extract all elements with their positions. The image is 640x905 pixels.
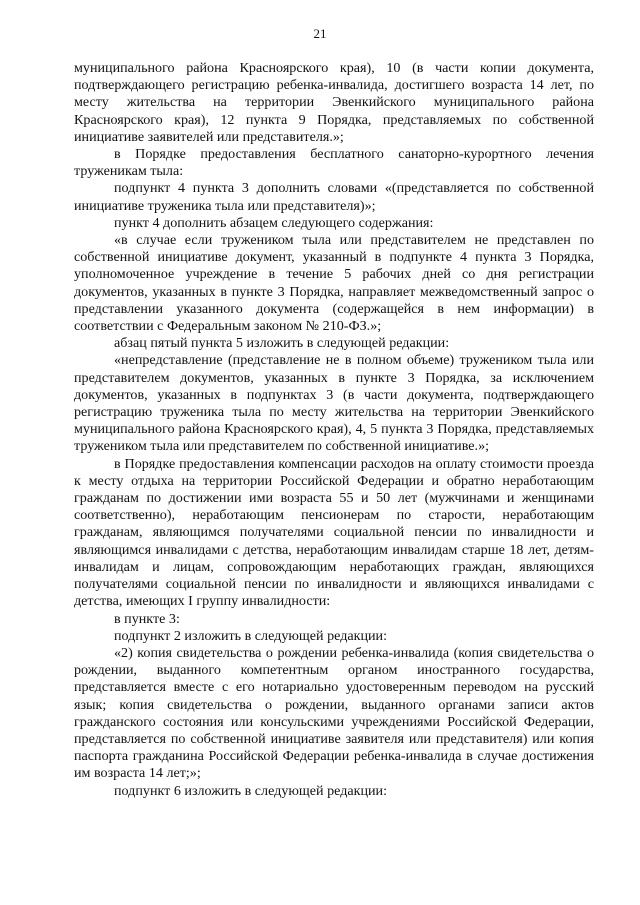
paragraph: муниципального района Красноярского края), 10 (в части копии документа, подтверждающего регистрацию ребенка-инвалида, достигшего возраста 14 лет, по месту жительства на территории Эвенкийского муниципального района Красноярского края), 12 пункта 9 Порядка, представляемых по собственной инициативе заявителей или представителя.»;	[74, 60, 594, 145]
page-number: 21	[313, 26, 327, 41]
paragraph: в Порядке предоставления компенсации расходов на оплату стоимости проезда к месту отдыха на территории Российской Федерации и обратно неработающим гражданам по достижении ими возраста 55 и 50 лет (мужчинами и женщинами соответственно), неработающим пенсионерам по старости, неработающим гражданам, являющимся получателями социальной пенсии по инвалидности и являющимся инвалидами с детства, неработающим инвалидам старше 18 лет, детям-инвалидам и лицам, сопровождающим неработающих граждан, являющихся получателями социальной пенсии по инвалидности и являющихся инвалидами с детства, имеющих I группу инвалидности:	[74, 455, 594, 610]
paragraph: подпункт 2 изложить в следующей редакции:	[114, 627, 388, 644]
paragraph: абзац пятый пункта 5 изложить в следующей редакции:	[114, 335, 450, 352]
document-body	[74, 60, 594, 800]
paragraph: в пункте 3:	[114, 610, 180, 627]
paragraph: «2) копия свидетельства о рождении ребенка-инвалида (копия свидетельства о рождении, выданного компетентным органом иностранного государства, представляется вместе с его нотариально удостоверенным переводом на русский язык; копия свидетельства о рождении, выданного органами записи актов гражданского состояния или консульскими учреждениями Российской Федерации, представляется по собственной инициативе заявителя или представителя) или копия паспорта гражданина Российской Федерации ребенка-инвалида в случае достижения им возраста 14 лет;»;	[74, 644, 594, 782]
paragraph: в Порядке предоставления бесплатного санаторно-курортного лечения труженикам тыла:	[74, 146, 594, 180]
paragraph: «непредставление (представление не в полном объеме) тружеником тыла или представителем документов, указанных в пункте 3 Порядка, за исключением документов, указанных в подпунктах 3 (в части документа, подтверждающего регистрацию труженика тыла по месту жительства на территории Эвенкийского муниципального района Красноярского края), 4, 5 пункта 3 Порядка, представляемых тружеником тыла или представителем по собственной инициативе.»;	[74, 352, 594, 455]
paragraph: подпункт 4 пункта 3 дополнить словами «(представляется по собственной инициативе труженика тыла или представителя)»;	[74, 180, 594, 214]
paragraph: подпункт 6 изложить в следующей редакции:	[114, 782, 388, 799]
paragraph: «в случае если тружеником тыла или представителем не представлен по собственной инициативе документ, указанный в подпункте 4 пункта 3 Порядка, уполномоченное учреждение в течение 5 рабочих дней со дня регистрации документов, указанных в пункте 3 Порядка, направляет межведомственный запрос о представлении указанного документа (содержащейся в нем информации) в соответствии с Федеральным законом № 210-ФЗ.»;	[74, 232, 594, 335]
paragraph: пункт 4 дополнить абзацем следующего содержания:	[114, 214, 434, 231]
